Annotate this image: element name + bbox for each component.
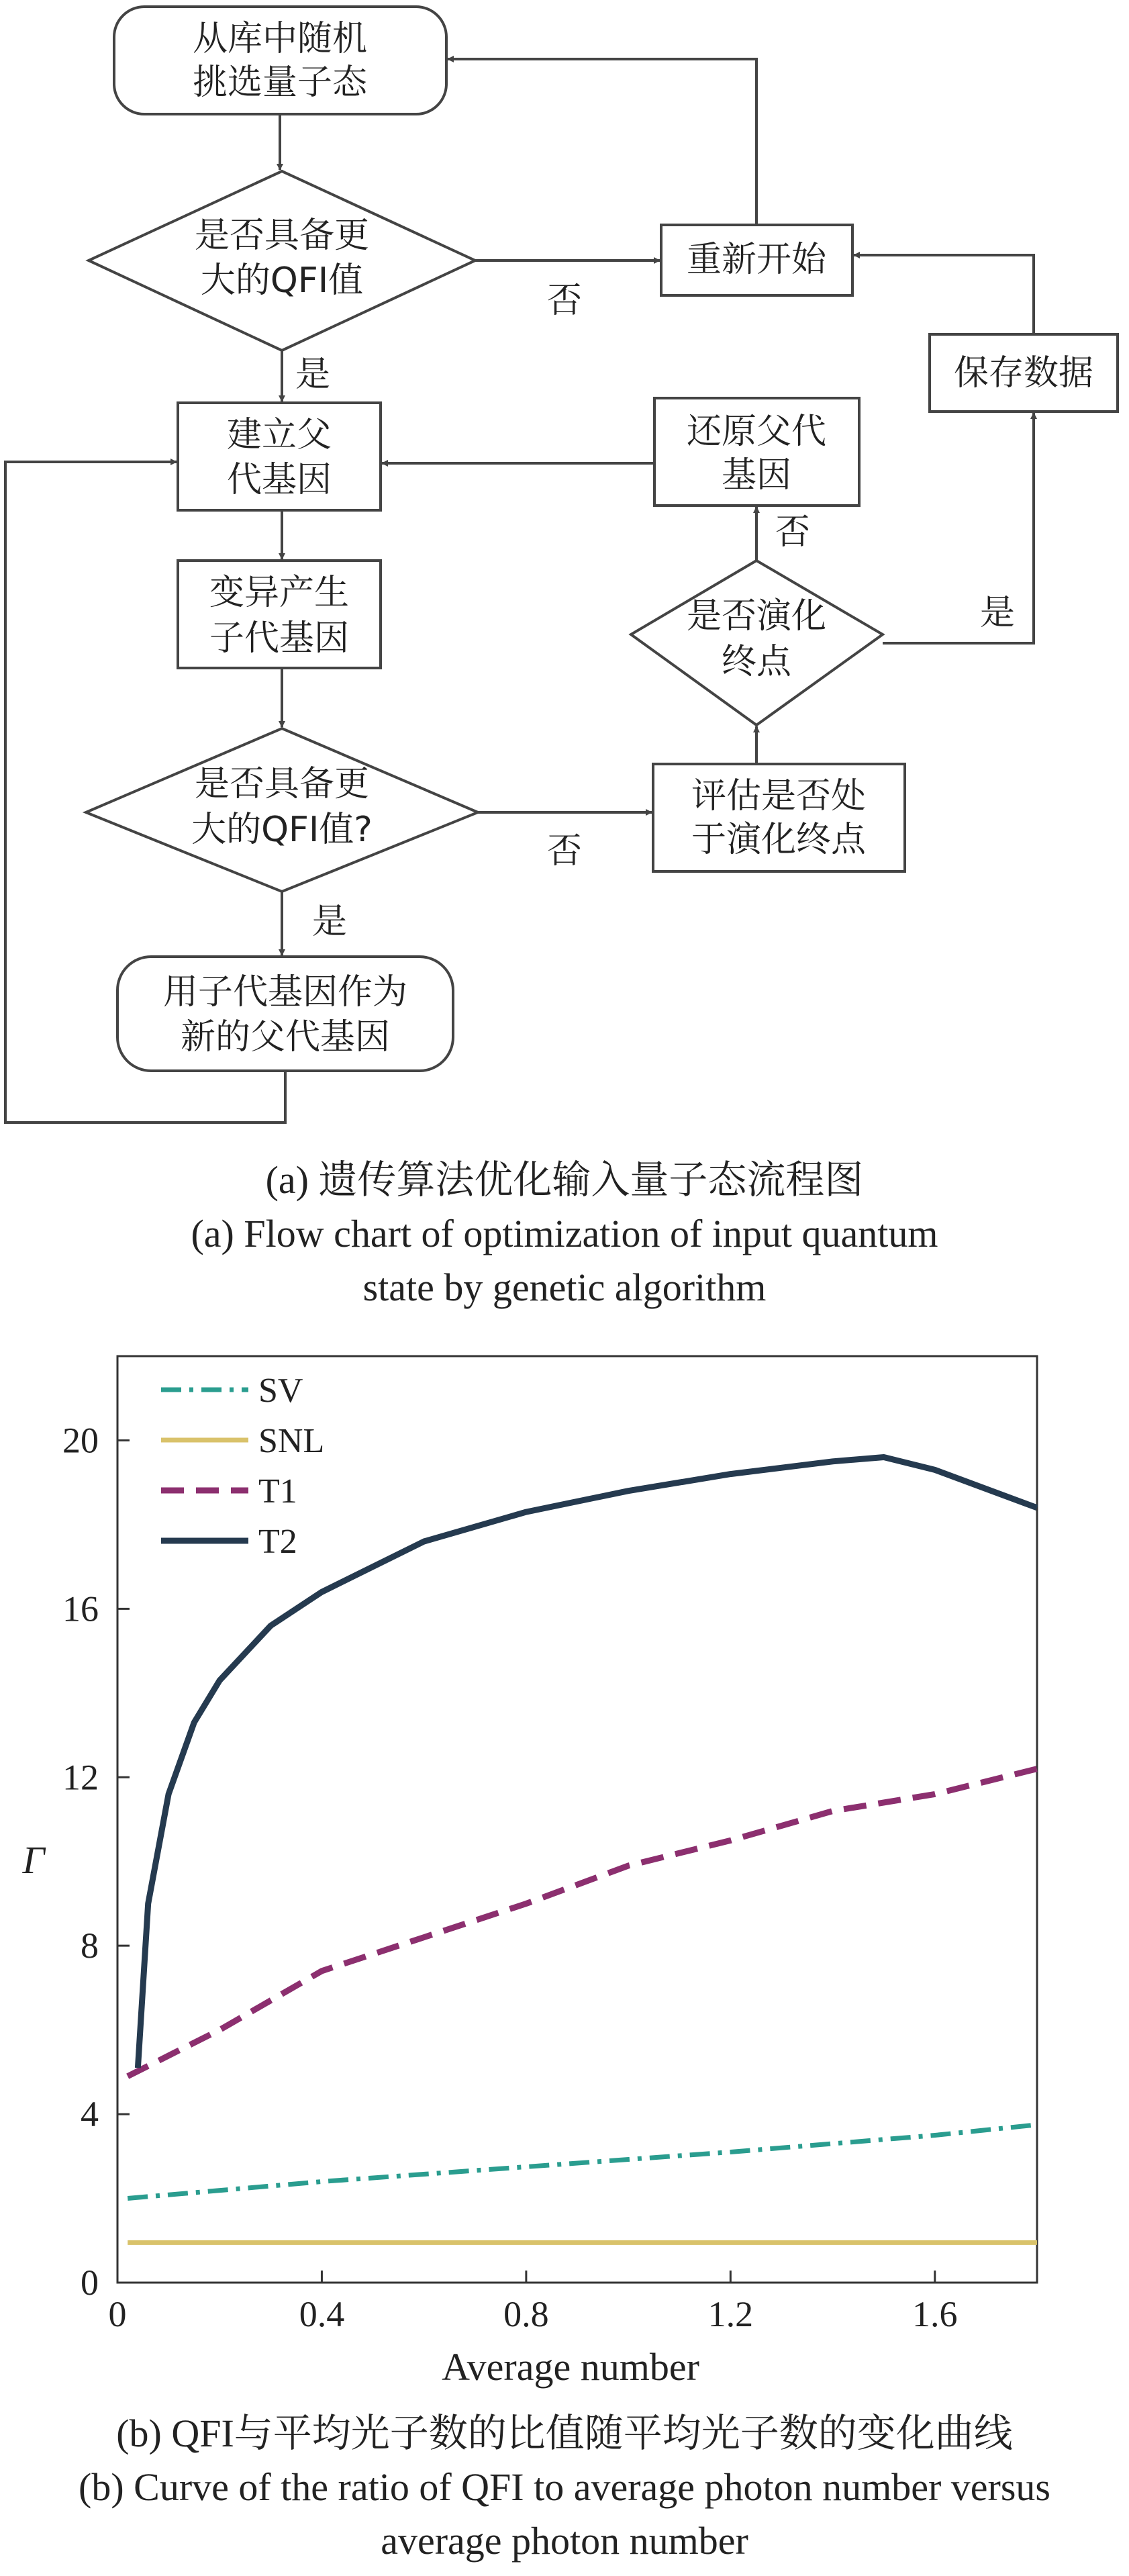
- decision-larger-qfi-line2: 大的QFI值: [200, 260, 364, 301]
- node-save-data-text: 保存数据: [953, 353, 1094, 393]
- caption-a-en-2: state by genetic algorithm: [362, 1266, 767, 1309]
- label-no-qfi: 否: [547, 281, 583, 321]
- y-tick-label: 12: [62, 1757, 99, 1798]
- node-save-data: [930, 334, 1118, 412]
- node-evaluate-end: [653, 764, 905, 871]
- node-restore-parent-line1: 还原父代: [686, 412, 827, 452]
- node-restore-parent: [654, 398, 859, 506]
- node-mutate-child-line2: 子代基因: [209, 618, 350, 659]
- x-tick-label: 0: [108, 2294, 127, 2334]
- decision-larger-qfi-child: [86, 728, 478, 892]
- photon-ratio-chart: [0, 1316, 1129, 2417]
- legend: [161, 1372, 324, 1561]
- node-build-parent-line2: 代基因: [226, 460, 332, 500]
- legend-label-snl: SNL: [258, 1422, 325, 1460]
- legend-label-t1: T1: [258, 1472, 297, 1511]
- edge-save-to-restart: [854, 255, 1034, 334]
- label-yes-qfi: 是: [295, 354, 331, 395]
- plot-frame: [117, 1356, 1037, 2283]
- decision-larger-qfi-child-line1: 是否具备更: [194, 764, 370, 804]
- legend-label-sv: SV: [258, 1372, 303, 1410]
- caption-a-en-1: (a) Flow chart of optimization of input quantum: [191, 1212, 938, 1255]
- y-tick-label: 0: [81, 2262, 99, 2303]
- caption-b-cn: (b) QFI与平均光子数的比值随平均光子数的变化曲线: [116, 2412, 1013, 2455]
- y-axis-label: Γ: [22, 1838, 45, 1882]
- label-yes-qfi-child: 是: [312, 902, 348, 942]
- decision-evolution-end: [631, 561, 883, 725]
- node-restart-text: 重新开始: [686, 240, 827, 280]
- node-mutate-child: [178, 561, 381, 668]
- plot-border: [117, 1356, 1037, 2283]
- node-restore-parent-line2: 基因: [721, 455, 792, 495]
- edge-restart-to-select: [448, 59, 756, 225]
- series-line-t1: [128, 1769, 1037, 2077]
- series-layer: [128, 1458, 1037, 2243]
- label-yes-end: 是: [980, 593, 1016, 633]
- node-evaluate-end-line2: 于演化终点: [691, 820, 867, 860]
- decision-evolution-end-line2: 终点: [721, 642, 792, 682]
- node-mutate-child-line1: 变异产生: [209, 573, 350, 613]
- x-axis-label: Average number: [442, 2345, 699, 2389]
- node-child-as-parent-line1: 用子代基因作为: [162, 972, 408, 1012]
- node-restart: [661, 225, 852, 295]
- x-tick-label: 0.4: [299, 2294, 345, 2334]
- x-tick-label: 1.6: [912, 2294, 958, 2334]
- flowchart: [0, 0, 1129, 1155]
- y-tick-label: 8: [81, 1925, 99, 1966]
- node-child-as-parent: [117, 957, 453, 1071]
- node-build-parent: [178, 403, 381, 510]
- x-tick-label: 1.2: [707, 2294, 754, 2334]
- decision-larger-qfi: [89, 171, 475, 350]
- caption-a-cn: (a) 遗传算法优化输入量子态流程图: [265, 1158, 864, 1202]
- decision-evolution-end-line1: 是否演化: [686, 596, 827, 636]
- y-tick-label: 16: [62, 1588, 99, 1629]
- legend-label-t2: T2: [258, 1523, 297, 1561]
- y-tick-label: 20: [62, 1420, 99, 1461]
- node-build-parent-line1: 建立父: [226, 415, 332, 455]
- node-evaluate-end-line1: 评估是否处: [691, 776, 867, 816]
- node-select-state-line1: 从库中随机: [192, 19, 368, 59]
- x-tick-label: 0.8: [503, 2294, 549, 2334]
- decision-larger-qfi-child-line2: 大的QFI值?: [191, 810, 373, 850]
- decision-larger-qfi-line1: 是否具备更: [194, 216, 370, 256]
- caption-b-en-2: average photon number: [381, 2519, 748, 2563]
- label-no-end: 否: [775, 512, 811, 553]
- node-child-as-parent-line2: 新的父代基因: [180, 1017, 391, 1057]
- node-select-state-line2: 挑选量子态: [192, 62, 368, 103]
- label-no-qfi-child: 否: [547, 831, 583, 871]
- axis-ticks: [62, 1420, 958, 2334]
- y-tick-label: 4: [81, 2094, 99, 2135]
- series-line-sv: [128, 2125, 1037, 2199]
- caption-b-en-1: (b) Curve of the ratio of QFI to average photon number versus: [79, 2465, 1050, 2509]
- node-select-state: [114, 7, 446, 114]
